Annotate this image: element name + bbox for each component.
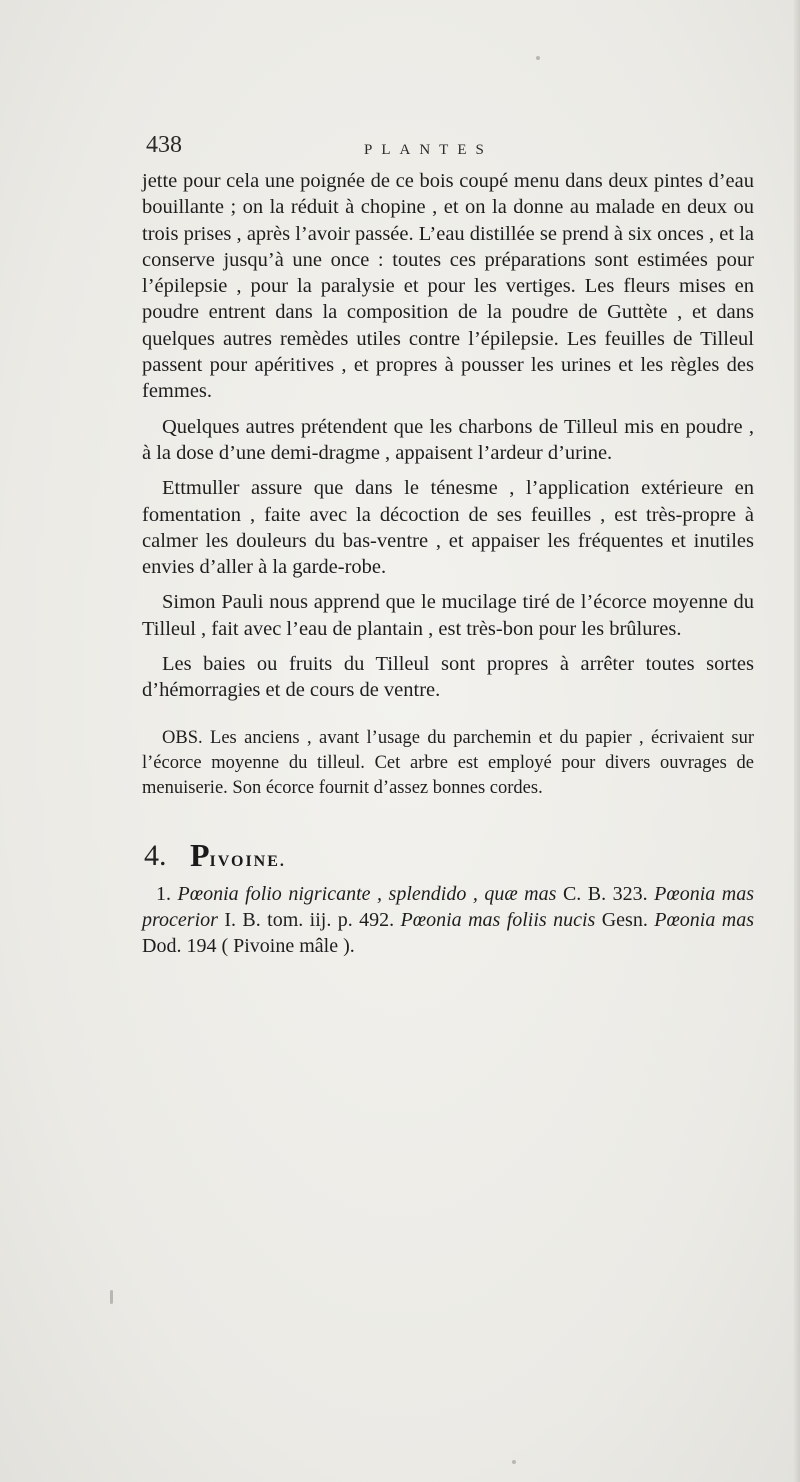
page-number: 438 — [146, 132, 182, 158]
paragraph-simon-pauli: Simon Pauli nous apprend que le mucilage tiré de l’écorce moyenne du Tilleul , fait avec l’eau de plantain , est très-bon pour les brûlures. — [142, 591, 754, 640]
section-heading — [142, 833, 754, 875]
body-text — [142, 168, 754, 704]
synonym-italic-3: Pœonia mas foliis nucis — [400, 908, 596, 931]
running-head — [142, 132, 754, 168]
page-content — [142, 132, 754, 959]
synonym-italic-2: Pœonia mas procerior — [142, 882, 755, 931]
synonym-ref-2: I. B. tom. iij. p. 492. — [224, 908, 395, 931]
paragraph-ettmuller: Ettmuller assure que dans le ténesme , l’application extérieure en fomentation , faite avec la décoction de ses feuilles , est très-propre à calmer les douleurs du bas-ventre , et appaiser les fréquentes et inutiles envies d’aller à la garde-robe. — [142, 477, 754, 579]
section-title-rest: IVOINE. — [209, 852, 286, 870]
synonym-italic-4: Pœonia mas — [654, 908, 754, 931]
synonym-italic-1: Pœonia folio nigricante , splendido , quæ mas — [177, 882, 557, 905]
running-title: PLANTES — [364, 142, 493, 158]
section-title — [190, 837, 286, 874]
paper-speck — [110, 1290, 113, 1304]
page-edge — [794, 0, 800, 1482]
section-number: 4. — [144, 838, 167, 872]
paragraph-baies: Les baies ou fruits du Tilleul sont propres à arrêter toutes sortes d’hémorragies et de cours de ventre. — [142, 653, 754, 702]
synonym-ref-4: Dod. 194 ( Pivoine mâle ). — [142, 934, 355, 957]
synonym-ref-1: C. B. 323. — [562, 882, 648, 905]
paragraph-continuation: jette pour cela une poignée de ce bois coupé menu dans deux pintes d’eau bouillante ; on la réduit à chopine , et on la donne au malade en deux ou trois prises , après l’avoir passée. L’eau distillée se prend à six onces , et la conserve jusqu’à une once : toutes ces préparations sont estimées pour l’épilepsie , pour la paralysie et pour les vertiges. Les fleurs mises en poudre entrent dans la composition de la poudre de Guttète , et dans quelques autres remèdes utiles contre l’épilepsie. Les feuilles de Tilleul passent pour apéritives , et propres à pousser les urines et les règles des femmes. — [142, 170, 754, 403]
obs-note: OBS. Les anciens , avant l’usage du parchemin et du papier , écrivaient sur l’écorce moyenne du tilleul. Cet arbre est employé pour divers ouvrages de menuiserie. Son écorce fournit d’assez bonnes cordes. — [142, 727, 754, 798]
synonym-number: 1. — [156, 882, 171, 905]
paper-speck — [512, 1460, 516, 1464]
paragraph-charbons: Quelques autres prétendent que les charbons de Tilleul mis en poudre , à la dose d’une demi-dragme , appaisent l’ardeur d’urine. — [142, 415, 754, 464]
synonym-ref-3: Gesn. — [601, 908, 648, 931]
synonyms-list — [142, 881, 754, 959]
paper-speck — [536, 56, 540, 60]
section-title-initial: P — [190, 836, 210, 873]
